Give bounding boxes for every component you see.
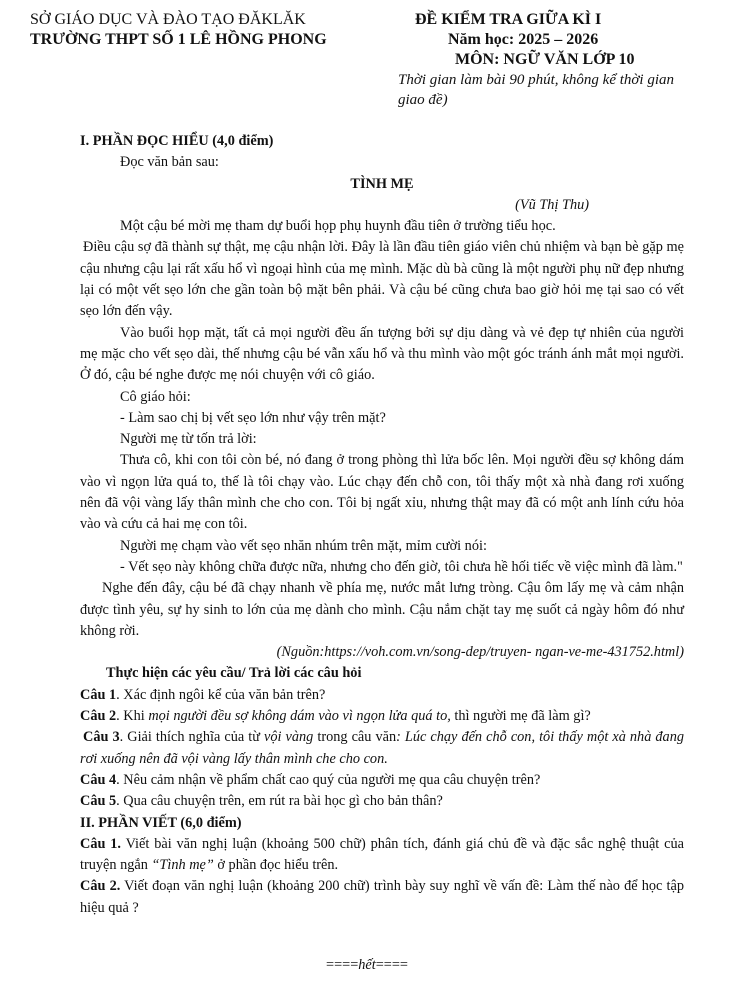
question-term: vội vàng [264, 729, 314, 746]
story-paragraph: - Làm sao chị bị vết sẹo lớn như vậy trên mặt? [120, 409, 386, 426]
story-paragraph: Cô giáo hỏi: [120, 388, 191, 405]
question-text: . Xác định ngôi kể của văn bản trên? [116, 686, 326, 703]
story-paragraph: Nghe đến đây, cậu bé đã chạy nhanh về phía mẹ, nước mắt lưng tròng. Cậu ôm lấy mẹ và cảm nhận được tình yêu, sự hy sinh to lớn của mẹ dành cho mình. Cậu nắm chặt tay mẹ suốt cả ngày hôm đó như không rời. [80, 580, 684, 639]
question-label: Câu 4 [80, 771, 117, 788]
writing-question-1 [80, 834, 684, 877]
question-text: Viết đoạn văn nghị luận (khoảng 200 chữ) trình bày suy nghĩ về vấn đề: Làm thế nào để học tập hiệu quả ? [80, 878, 684, 916]
story-paragraph: Thưa cô, khi con tôi còn bé, nó đang ở trong phòng thì lửa bốc lên. Mọi người đều sợ không dám vào vì ngọn lửa quá to, thế là tôi chạy vào. Lúc chạy đến chỗ con, tôi thấy một xà nhà đang rơi xuống nên đã vội vàng lấy thân mình che cho con. Tôi bị ngất xỉu, nhưng thật may đã có một anh lính cứu hỏa vào và cứu cả hai mẹ con tôi. [80, 452, 684, 533]
question-text: . Khi [116, 708, 149, 725]
question-label: Câu 2 [80, 708, 117, 725]
exam-title: ĐỀ KIỂM TRA GIỮA KÌ I [415, 11, 602, 28]
end-marker: ====hết==== [326, 957, 408, 973]
question-label: Câu 5 [80, 793, 117, 810]
question-text: trong câu văn [313, 729, 397, 746]
reading-instruction: Đọc văn bản sau: [120, 154, 219, 171]
story-author: (Vũ Thị Thu) [515, 196, 589, 213]
subject-title: MÔN: NGỮ VĂN LỚP 10 [455, 51, 635, 68]
question-text: . Qua câu chuyện trên, em rút ra bài học gì cho bản thân? [116, 793, 443, 810]
story-paragraph: Người mẹ chạm vào vết sẹo nhăn nhúm trên mặt, mỉm cười nói: [120, 537, 487, 554]
question-text: Viết bài văn nghị luận (khoảng 500 chữ) phân tích, đánh giá chủ đề và đặc sắc nghệ thuật của truyện ngắn [80, 835, 684, 874]
question-1 [80, 685, 684, 706]
exam-body [80, 131, 684, 919]
time-note-line2: giao đề) [398, 92, 448, 108]
part1-heading: I. PHẦN ĐỌC HIỂU (4,0 điểm) [80, 133, 274, 149]
question-text: . Giải thích nghĩa của từ [119, 729, 264, 746]
department-name: SỞ GIÁO DỤC VÀ ĐÀO TẠO ĐĂKLĂK [30, 11, 306, 28]
story-paragraph: Một cậu bé mời mẹ tham dự buổi họp phụ huynh đầu tiên ở trường tiểu học. [120, 218, 556, 235]
time-note-line1: Thời gian làm bài 90 phút, không kể thời gian [398, 72, 674, 88]
question-quote: mọi người đều sợ không dám vào vì ngọn lửa quá to, [148, 708, 451, 725]
question-text: . Nêu cảm nhận về phẩm chất cao quý của người mẹ qua câu chuyện trên? [116, 771, 541, 788]
question-text: ở phần đọc hiểu trên. [213, 857, 339, 874]
question-5 [80, 791, 684, 812]
task-heading: Thực hiện các yêu cầu/ Trả lời các câu hỏi [106, 665, 362, 682]
story-title: TÌNH MẸ [350, 175, 414, 192]
story-paragraph: Điều cậu sợ đã thành sự thật, mẹ cậu nhận lời. Đây là lần đầu tiên giáo viên chủ nhiệm và bạn bè gặp mẹ cậu nhưng cậu lại rất xấu hổ vì ngoại hình của mẹ mình. Mặc dù bà cũng là một người phụ nữ đẹp nhưng lại có một vết sẹo lớn che gần toàn bộ mặt bên phải. Và cậu bé cũng chưa bao giờ hỏi mẹ tại sao có vết sẹo lớn đến vậy. [80, 239, 684, 320]
question-text: thì người mẹ đã làm gì? [450, 708, 591, 725]
story-source: (Nguồn:https://voh.com.vn/song-dep/truyen- ngan-ve-me-431752.html) [276, 644, 684, 661]
question-quote: : Lúc chạy đến chỗ con, tôi thấy một xà nhà đang rơi xuống nên đã vội vàng lấy thân mình che cho con. [80, 729, 684, 767]
story-paragraph: - Vết sẹo này không chữa được nữa, nhưng cho đến giờ, tôi chưa hề hối tiếc về việc mình đã làm." [120, 558, 683, 575]
story-paragraph: Vào buổi họp mặt, tất cả mọi người đều ấn tượng bởi sự dịu dàng và vẻ đẹp tự nhiên của người mẹ mặc cho vết sẹo dài, thế nhưng cậu bé vẫn xấu hổ và thu mình vào một góc tránh ánh mắt mọi người. Ở đó, cậu bé nghe được mẹ nói chuyện với cô giáo. [80, 324, 684, 384]
story-title-ref: “Tình mẹ” [151, 857, 214, 874]
story-paragraph: Người mẹ từ tốn trả lời: [120, 431, 257, 448]
school-year: Năm học: 2025 – 2026 [448, 31, 599, 48]
question-label: Câu 2. [80, 878, 121, 895]
question-4 [80, 770, 684, 791]
question-label: Câu 1 [80, 686, 117, 703]
part2-heading: II. PHẦN VIẾT (6,0 điểm) [80, 814, 242, 831]
writing-question-2 [80, 876, 684, 919]
question-2 [80, 706, 684, 727]
question-3 [80, 727, 684, 770]
school-name: TRƯỜNG THPT SỐ 1 LÊ HỒNG PHONG [30, 31, 327, 48]
question-label: Câu 1. [80, 835, 121, 852]
question-label: Câu 3 [83, 729, 120, 746]
